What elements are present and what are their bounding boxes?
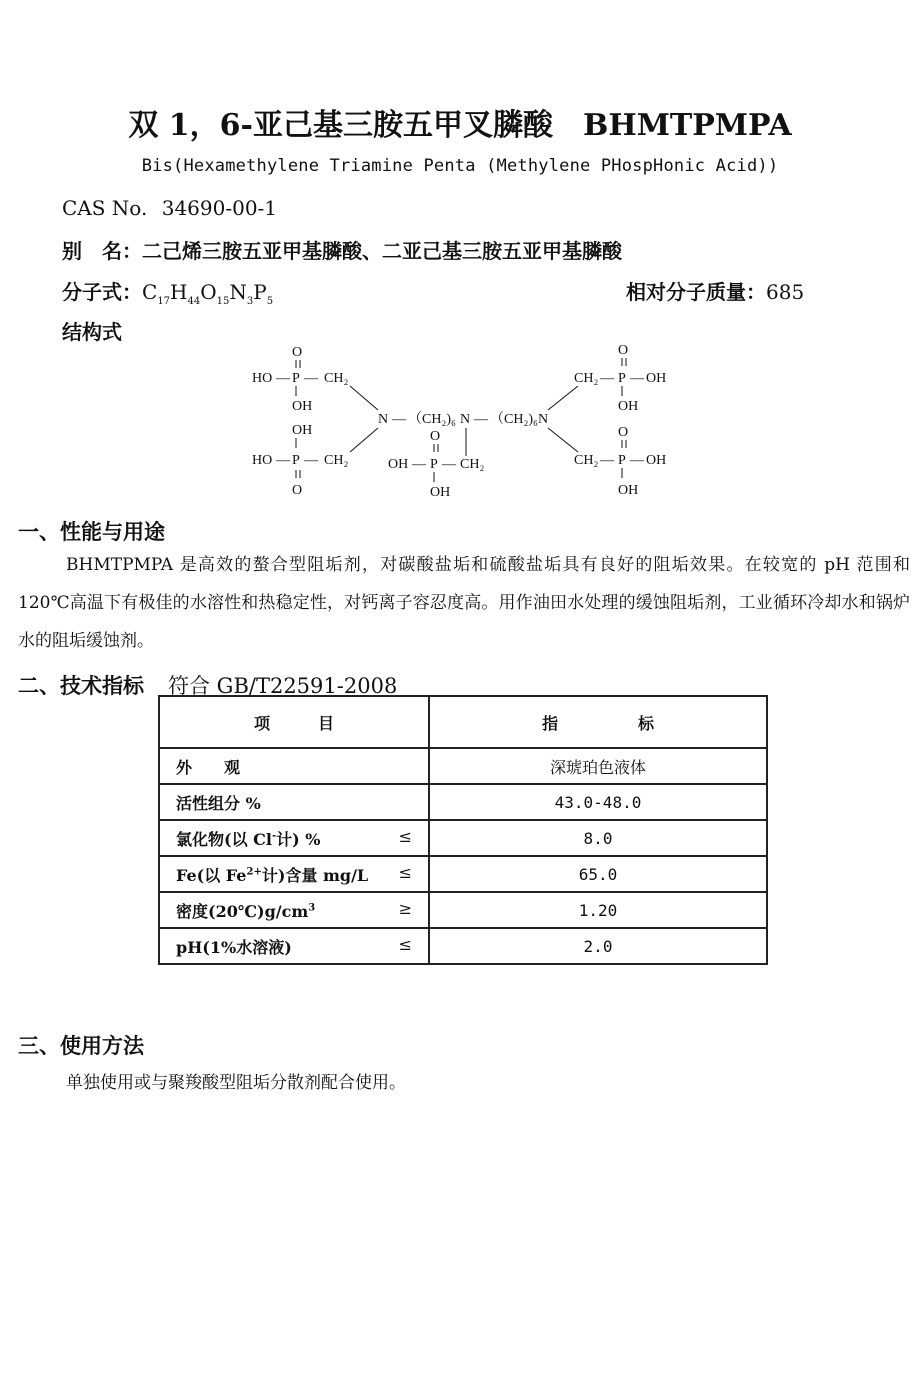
table-row <box>159 928 767 964</box>
table-row <box>159 820 767 856</box>
row-value: 1.20 <box>429 892 767 928</box>
bond-dash: — <box>442 457 456 472</box>
atom-o: O <box>292 345 303 360</box>
atom-oh: OH <box>292 423 313 438</box>
row-item: Fe(以 $Fe^{2+}$计)含量 mg/L ≤ <box>159 856 429 892</box>
bond-dash: — <box>276 371 290 386</box>
bond-dash: — <box>600 371 614 386</box>
row-item: 外 观 <box>159 748 429 784</box>
atom-o: O <box>292 483 303 498</box>
table-header-row <box>159 696 767 748</box>
group-ch2: CH₂ <box>574 453 599 468</box>
page-subtitle: Bis(Hexamethylene Triamine Penta (Methylene PHospHonic Acid)) <box>141 156 779 176</box>
section-2-heading: 二、技术指标 符合 GB/T22591-2008 <box>18 673 398 698</box>
table-row <box>159 784 767 820</box>
row-value: 43.0-48.0 <box>429 784 767 820</box>
atom-oh: OH <box>646 453 667 468</box>
row-item: pH(1%水溶液) ≤ <box>159 928 429 964</box>
row-item: 氯化物(以 Cl-计) % ≤ <box>159 820 429 856</box>
cas-value: 34690-00-1 <box>161 196 278 220</box>
atom-n: N <box>538 412 549 427</box>
group-ch2: CH₂ <box>574 371 599 386</box>
section-3-heading: 三、使用方法 <box>18 1033 144 1058</box>
row-item: 活性组分 % <box>159 784 429 820</box>
atom-o: O <box>618 343 629 358</box>
comparison-symbol: ≥ <box>398 898 412 918</box>
cas-label: CAS No. <box>62 196 148 220</box>
atom-o: O <box>430 429 441 444</box>
standard-ref: 符合 GB/T22591-2008 <box>168 674 398 698</box>
row-value: 8.0 <box>429 820 767 856</box>
atom-p: P <box>618 371 626 386</box>
col-header-item: 项 目 <box>159 696 429 748</box>
bond-dash: — <box>304 453 318 468</box>
section-1-heading: 一、性能与用途 <box>18 519 165 544</box>
page-title: 双 1，6-亚己基三胺五甲叉膦酸 BHMTPMPA <box>128 108 792 143</box>
group-ch2: CH₂ <box>324 453 349 468</box>
molecular-formula: $C_{17}H_{44}O_{15}N_3P_5$ <box>142 280 274 307</box>
atom-o: O <box>618 425 629 440</box>
comparison-symbol: ≤ <box>398 934 412 954</box>
alias-label: 别 名： <box>62 239 142 263</box>
chain-ch2-6: （CH₂)₆ <box>408 412 456 427</box>
formula-label: 分子式： <box>62 280 142 304</box>
alias-value: 二己烯三胺五亚甲基膦酸、二亚己基三胺五亚甲基膦酸 <box>142 239 622 263</box>
table-row <box>159 892 767 928</box>
mass-value: 685 <box>766 280 805 304</box>
atom-ho: HO <box>252 371 273 386</box>
atom-p: P <box>430 457 438 472</box>
atom-oh: OH <box>646 371 667 386</box>
section-1-body: BHMTPMPA 是高效的螯合型阻垢剂，对碳酸盐垢和硫酸盐垢具有良好的阻垢效果。在较宽的 pH 范围和 120℃高温下有极佳的水溶性和热稳定性，对钙离子容忍度高。用作油田水处理的缓蚀阻垢剂，工业循环冷却水和锅炉水的阻垢缓蚀剂。 <box>18 555 910 651</box>
bond-dash: — <box>630 371 644 386</box>
table-row <box>159 748 767 784</box>
row-item: 密度$(20℃)g/cm^3$ ≥ <box>159 892 429 928</box>
comparison-symbol: ≤ <box>398 862 412 882</box>
atom-n: N <box>378 412 389 427</box>
section-3-body: 单独使用或与聚羧酸型阻垢分散剂配合使用。 <box>66 1073 406 1093</box>
spec-table <box>158 695 768 965</box>
bond-dash: — <box>412 457 426 472</box>
atom-ho: HO <box>252 453 273 468</box>
row-value: 深琥珀色液体 <box>429 748 767 784</box>
bond-dash: — <box>392 412 406 427</box>
bond-dash: — <box>600 453 614 468</box>
mass-label: 相对分子质量： <box>626 280 766 304</box>
atom-p: P <box>292 371 300 386</box>
bond-dash: — <box>304 371 318 386</box>
row-value: 2.0 <box>429 928 767 964</box>
bond-dash: — <box>276 453 290 468</box>
atom-n: N <box>460 412 471 427</box>
chain-ch2-6: （CH₂)₆ <box>490 412 538 427</box>
atom-oh: OH <box>430 485 451 500</box>
atom-oh: OH <box>388 457 409 472</box>
row-value: 65.0 <box>429 856 767 892</box>
atom-oh: OH <box>618 399 639 414</box>
atom-p: P <box>618 453 626 468</box>
table-row <box>159 856 767 892</box>
group-ch2: CH₂ <box>324 371 349 386</box>
comparison-symbol: ≤ <box>398 826 412 846</box>
bond-dash: — <box>474 412 488 427</box>
atom-oh: OH <box>292 399 313 414</box>
structural-formula <box>0 0 920 520</box>
atom-oh: OH <box>618 483 639 498</box>
bond-dash: — <box>630 453 644 468</box>
structure-label: 结构式 <box>62 320 122 344</box>
atom-p: P <box>292 453 300 468</box>
col-header-spec: 指 标 <box>429 696 767 748</box>
group-ch2: CH₂ <box>460 457 485 472</box>
